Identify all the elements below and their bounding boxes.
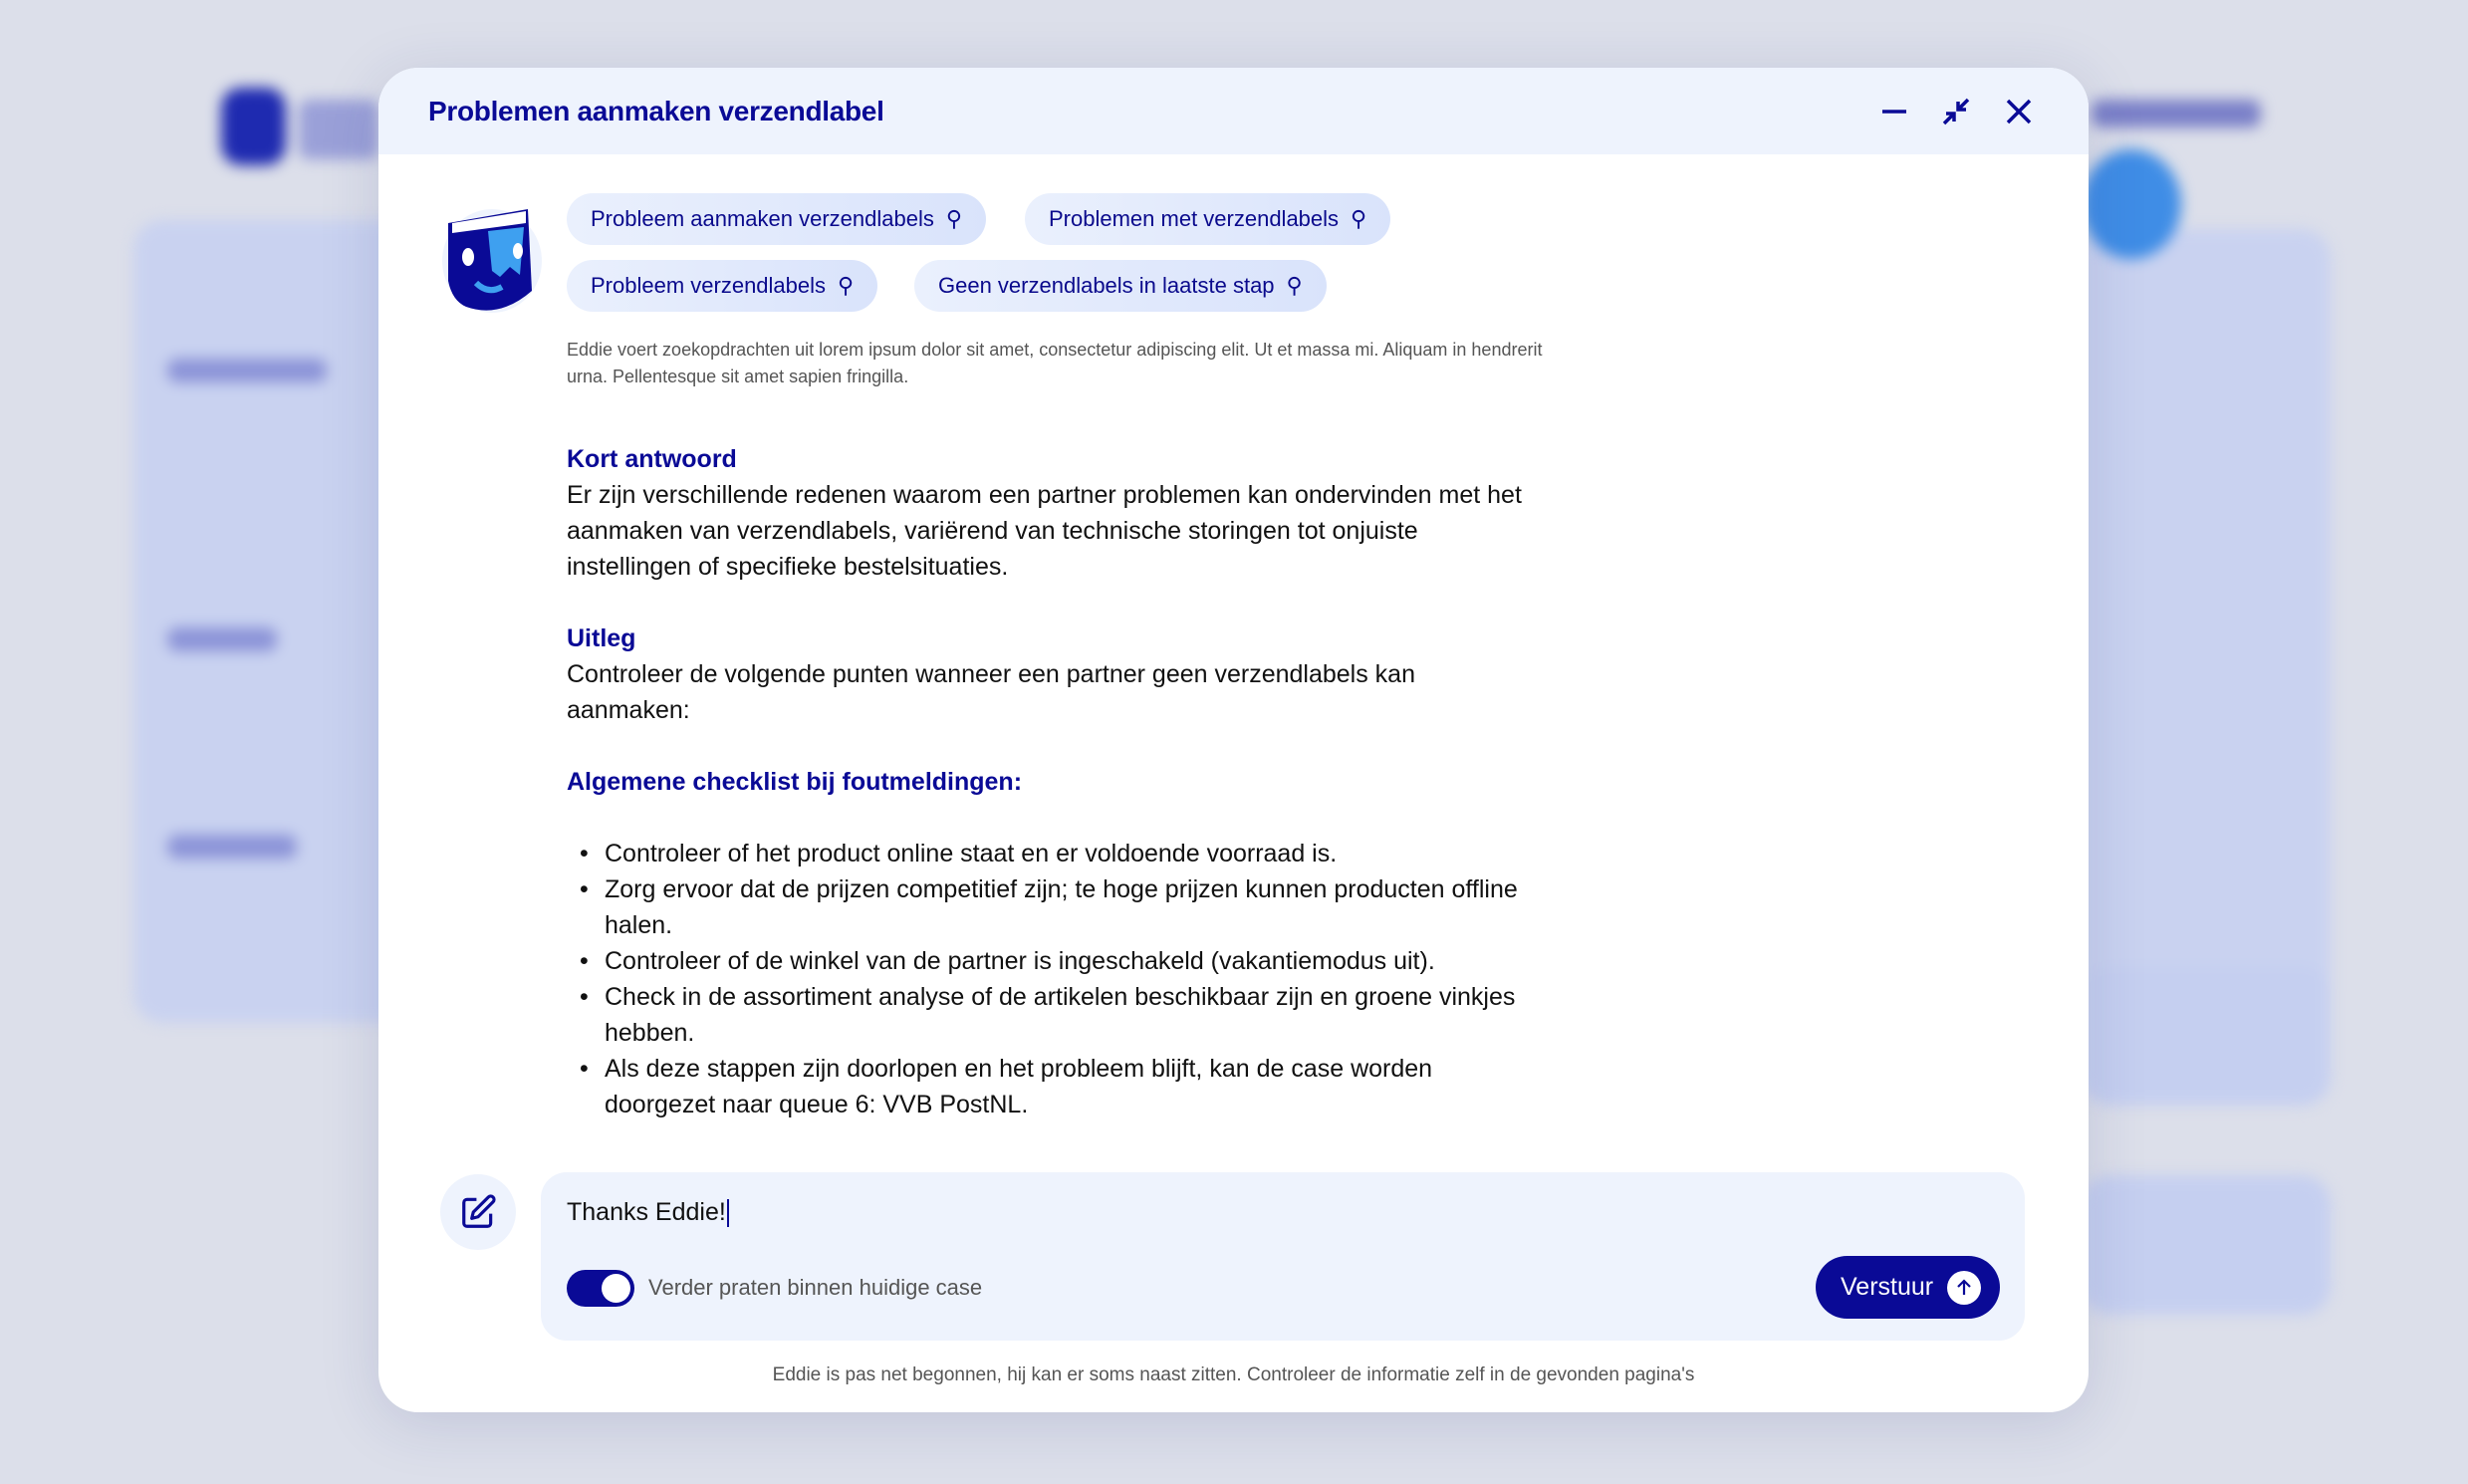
suggestion-chip[interactable] (1025, 193, 1390, 245)
message-input-value: Thanks Eddie! (567, 1198, 726, 1226)
checklist-item: • Als deze stappen zijn doorlopen en het probleem blijft, kan de case worden doorgezet naar queue 6: VVB PostNL. (567, 1051, 1523, 1122)
ai-search-icon: ⚲ (838, 273, 855, 298)
checklist-item: • Controleer of het product online staat en er voldoende voorraad is. (567, 836, 1523, 871)
checklist (567, 836, 1523, 1122)
ai-search-icon: ⚲ (1286, 273, 1303, 298)
eddie-avatar (440, 201, 543, 315)
send-label: Verstuur (1841, 1273, 1934, 1301)
suggestion-chip[interactable] (567, 193, 986, 245)
chip-label: Probleem verzendlabels (591, 273, 827, 298)
text-caret (727, 1199, 729, 1227)
minimize-icon[interactable] (1874, 92, 1914, 131)
explanation-text: Controleer de volgende punten wanneer een partner geen verzendlabels kan aanmaken: (567, 660, 1415, 724)
dialog-header (378, 68, 2089, 154)
suggestion-chip[interactable] (567, 260, 877, 312)
answer-content (567, 441, 1523, 1122)
checklist-heading: Algemene checklist bij foutmeldingen: (567, 768, 1023, 796)
explanation-heading: Uitleg (567, 624, 636, 652)
close-icon[interactable] (1999, 92, 2039, 131)
suggestion-chip[interactable] (914, 260, 1327, 312)
edit-icon (459, 1193, 497, 1231)
message-input[interactable] (567, 1198, 729, 1227)
ai-search-icon: ⚲ (945, 206, 962, 231)
chip-label: Probleem aanmaken verzendlabels (591, 206, 934, 231)
short-answer-text: Er zijn verschillende redenen waarom een partner problemen kan ondervinden met het aanmaken van verzendlabels, variërend van technische storingen tot onjuiste instellingen of specifieke bestelsituaties. (567, 481, 1522, 581)
chip-label: Problemen met verzendlabels (1049, 206, 1340, 231)
message-composer (541, 1172, 2025, 1341)
checklist-item: • Check in de assortiment analyse of de artikelen beschikbaar zijn en groene vinkjes hebben. (567, 979, 1523, 1051)
checklist-item: • Controleer of de winkel van de partner is ingeschakeld (vakantiemodus uit). (567, 943, 1523, 979)
disclaimer: Eddie is pas net begonnen, hij kan er soms naast zitten. Controleer de informatie zelf in de gevonden pagina's (772, 1364, 1695, 1385)
new-chat-button[interactable] (440, 1174, 516, 1250)
checklist-item: • Zorg ervoor dat de prijzen competitief zijn; te hoge prijzen kunnen producten offline halen. (567, 871, 1523, 943)
arrow-up-icon (1947, 1271, 1981, 1305)
chat-dialog (378, 68, 2089, 1412)
send-button[interactable] (1816, 1256, 2000, 1319)
short-answer-heading: Kort antwoord (567, 445, 737, 473)
dialog-title: Problemen aanmaken verzendlabel (428, 95, 884, 126)
chip-label: Geen verzendlabels in laatste stap (938, 273, 1275, 298)
search-note: Eddie voert zoekopdrachten uit lorem ipsum dolor sit amet, consectetur adipiscing elit. Ut et massa mi. Aliquam in hendrerit urna. Pellentesque sit amet sapien fringilla. (567, 340, 1543, 386)
toggle-label: Verder praten binnen huidige case (648, 1275, 983, 1300)
ai-search-icon: ⚲ (1351, 206, 1367, 231)
collapse-icon[interactable] (1936, 92, 1976, 131)
continue-case-toggle[interactable] (567, 1270, 634, 1307)
